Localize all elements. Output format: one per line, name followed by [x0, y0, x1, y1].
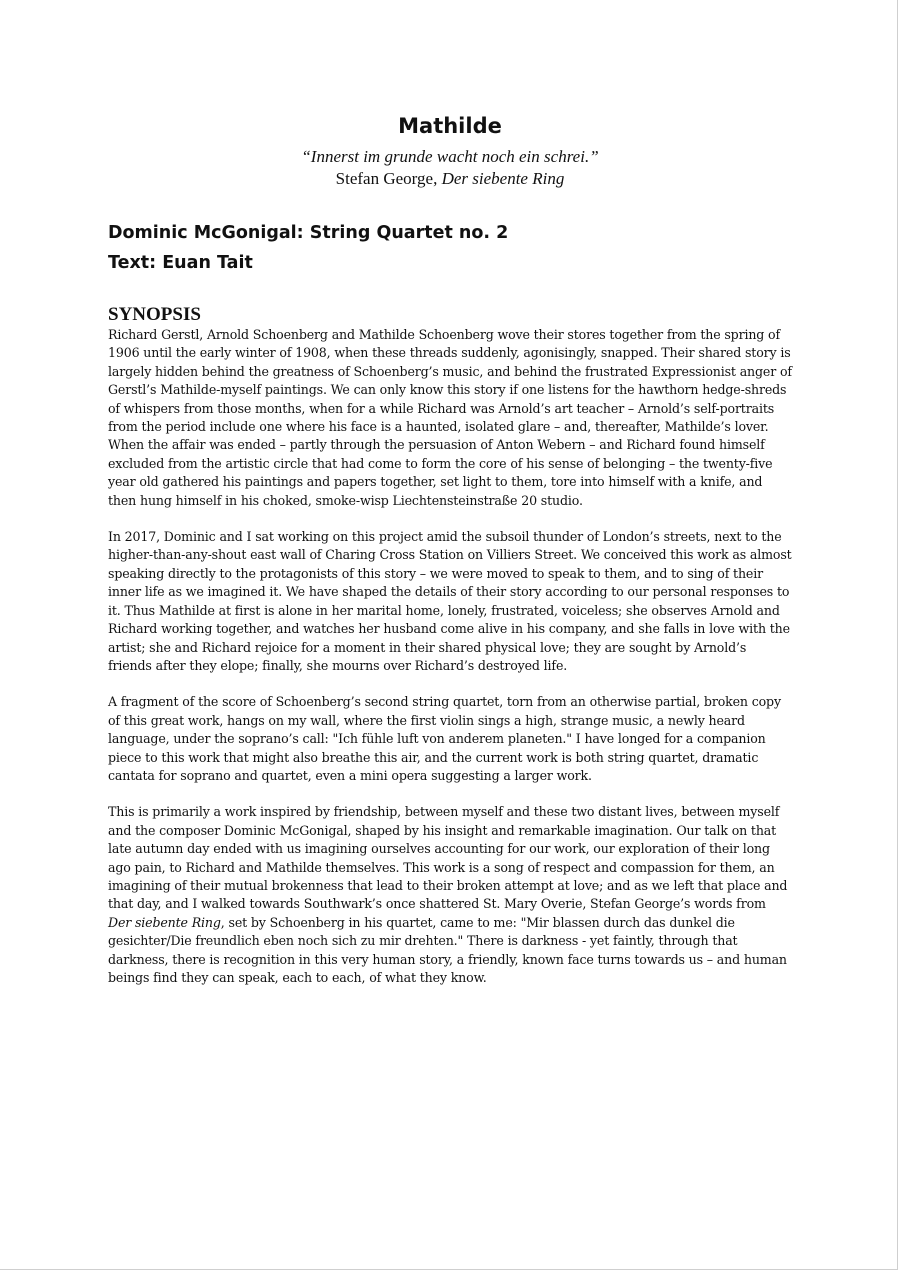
epigraph-work: Der siebente Ring	[441, 169, 565, 188]
paragraph-4-text-start: This is primarily a work inspired by friendship, between myself and these two distant lives, between myself and the composer Dominic McGonigal, shaped by his insight and remarkable imagination. Our talk on that late autumn day ended with us imagining ourselves accounting for our work, our exploration of their long ago pain, to Richard and Mathilde themselves. This work is a song of respect and compassion for them, an imagining of their mutual brokenness that lead to their broken attempt at love; and as we left that place and that day, and I walked towards Southwark’s once shattered St. Mary Overie, Stefan George’s words from	[108, 804, 788, 912]
document-title: Mathilde	[398, 114, 502, 138]
synopsis-paragraph-3: A fragment of the score of Schoenberg’s second string quartet, torn from an otherwise partial, broken copy of this great work, hangs on my wall, where the first violin sings a high, strange music, a newly heard language, under the soprano’s call: "Ich fühle luft von anderem planeten." I have longed for a companion piece to this work that might also breathe this air, and the current work is both string quartet, dramatic cantata for soprano and quartet, even a mini opera suggesting a larger work.	[108, 694, 781, 783]
document-content	[108, 112, 792, 1005]
synopsis-paragraph-4	[108, 803, 792, 987]
epigraph-quote: “Innerst im grunde wacht noch ein schrei.”	[301, 147, 599, 166]
epigraph-attribution	[108, 168, 792, 190]
synopsis-paragraph-2: In 2017, Dominic and I sat working on this project amid the subsoil thunder of London’s streets, next to the higher-than-any-shout east wall of Charing Cross Station on Villiers Street. We conceived this work as almost speaking directly to the protagonists of this story – we were moved to speak to them, and to sing of their inner life as we imagined it. We have shaped the details of their story according to our personal responses to it. Thus Mathilde at first is alone in her marital home, lonely, frustrated, voiceless; she observes Arnold and Richard working together, and watches her husband come alive in his company, and she falls in love with the artist; she and Richard rejoice for a moment in their shared physical love; they are sought by Arnold’s friends after they elope; finally, she mourns over Richard’s destroyed life.	[108, 529, 792, 673]
text-author-line: Text: Euan Tait	[108, 253, 253, 273]
epigraph	[108, 146, 792, 190]
paragraph-4-text-end: , set by Schoenberg in his quartet, came to me: "Mir blassen durch das dunkel die gesichter/Die freundlich eben noch sich zu mir drehten." There is darkness - yet faintly, through that darkness, there is recognition in this very human story, a friendly, known face turns towards us – and human beings find they can speak, each to each, of what they know.	[108, 914, 787, 985]
composer-line: Dominic McGonigal: String Quartet no. 2	[108, 223, 509, 243]
credits	[108, 218, 792, 278]
paragraph-4-work-title: Der siebente Ring	[108, 914, 221, 930]
epigraph-author: Stefan George,	[335, 169, 442, 188]
synopsis-heading: SYNOPSIS	[108, 304, 201, 325]
synopsis-paragraph-1: Richard Gerstl, Arnold Schoenberg and Mathilde Schoenberg wove their stores together from the spring of 1906 until the early winter of 1908, when these threads suddenly, agonisingly, snapped. Their shared story is largely hidden behind the greatness of Schoenberg’s music, and behind the frustrated Expressionist anger of Gerstl’s Mathilde-myself paintings. We can only know this story if one listens for the hawthorn hedge-shreds of whispers from those months, when for a while Richard was Arnold’s art teacher – Arnold’s self-portraits from the period include one where his face is a haunted, isolated glare – and, thereafter, Mathilde’s lover. When the affair was ended – partly through the persuasion of Anton Webern – and Richard found himself excluded from the artistic circle that had come to form the core of his sense of belonging – the twenty-five year old gathered his paintings and papers together, set light to them, tore into himself with a knife, and then hung himself in his choked, smoke-wisp Liechtensteinstraße 20 studio.	[108, 327, 792, 508]
